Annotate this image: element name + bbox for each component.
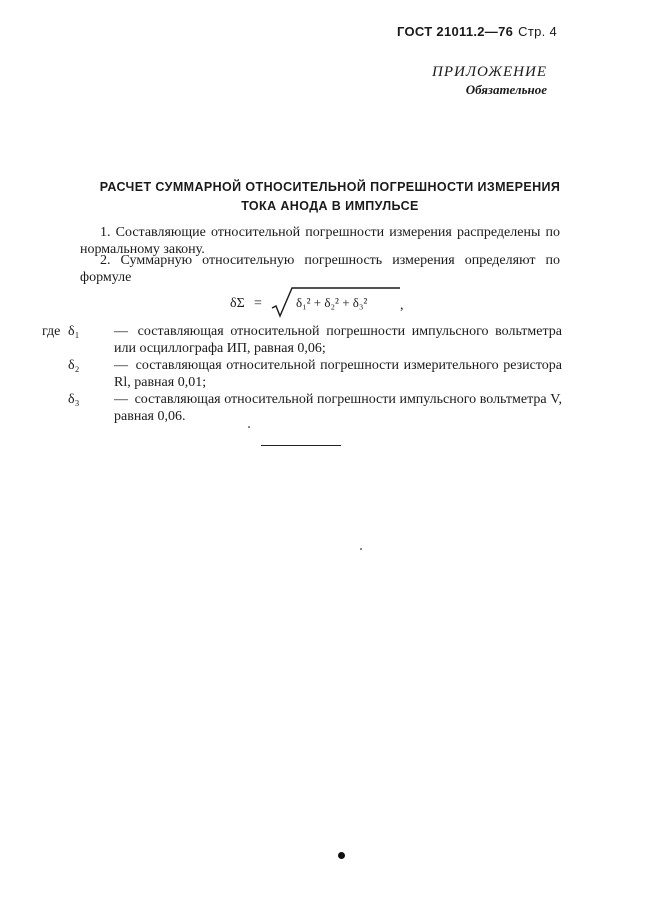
print-speck	[360, 548, 362, 550]
definition-dash: —	[114, 324, 128, 339]
definition-item	[42, 357, 562, 391]
definition-lead: где	[42, 324, 61, 339]
paragraph-2-text: 2. Суммарную относительную погрешность измерения определяют по формуле	[80, 253, 560, 285]
definition-symbol: δ₁	[68, 324, 80, 339]
formula-comma: ,	[400, 298, 404, 313]
paragraph-2	[80, 252, 560, 286]
definition-item	[42, 391, 562, 425]
end-rule	[261, 445, 341, 446]
formula-equals: =	[254, 296, 262, 311]
section-title-line-1: РАСЧЕТ СУММАРНОЙ ОТНОСИТЕЛЬНОЙ ПОГРЕШНОСТИ ИЗМЕРЕНИЯ	[99, 180, 561, 194]
definition-symbol: δ₂	[68, 358, 80, 373]
page-number: Стр. 4	[518, 24, 557, 39]
appendix-title: ПРИЛОЖЕНИЕ	[432, 64, 547, 80]
page-header	[397, 24, 557, 39]
formula	[230, 286, 430, 322]
definition-text: составляющая относительной погрешности измерительного резистора Rl, равная 0,01;	[114, 358, 562, 390]
formula-radicand: δ₁² + δ₂² + δ₃²	[296, 295, 368, 310]
definition-symbol: δ₃	[68, 392, 80, 407]
section-title-line-2: ТОКА АНОДА В ИМПУЛЬСЕ	[241, 199, 419, 213]
definitions-list	[42, 323, 562, 425]
page-dot-mark	[338, 852, 345, 859]
standard-number: ГОСТ 21011.2—76	[397, 24, 514, 39]
formula-lhs: δΣ	[230, 296, 245, 311]
section-title	[60, 178, 600, 216]
print-speck	[248, 426, 250, 428]
appendix-subtitle: Обязательное	[465, 82, 547, 97]
appendix-label	[432, 64, 547, 98]
definition-text: составляющая относительной погрешности импульсного вольтметра или осциллографа ИП, равная 0,06;	[114, 324, 562, 356]
definition-item	[42, 323, 562, 357]
definition-dash: —	[114, 358, 128, 373]
definition-dash: —	[114, 392, 128, 407]
definition-text: составляющая относительной погрешности импульсного вольтметра V, равная 0,06.	[114, 392, 563, 424]
paragraph-1-text: 1. Составляющие относительной погрешности измерения распределены по нормальному закону.	[80, 225, 560, 257]
